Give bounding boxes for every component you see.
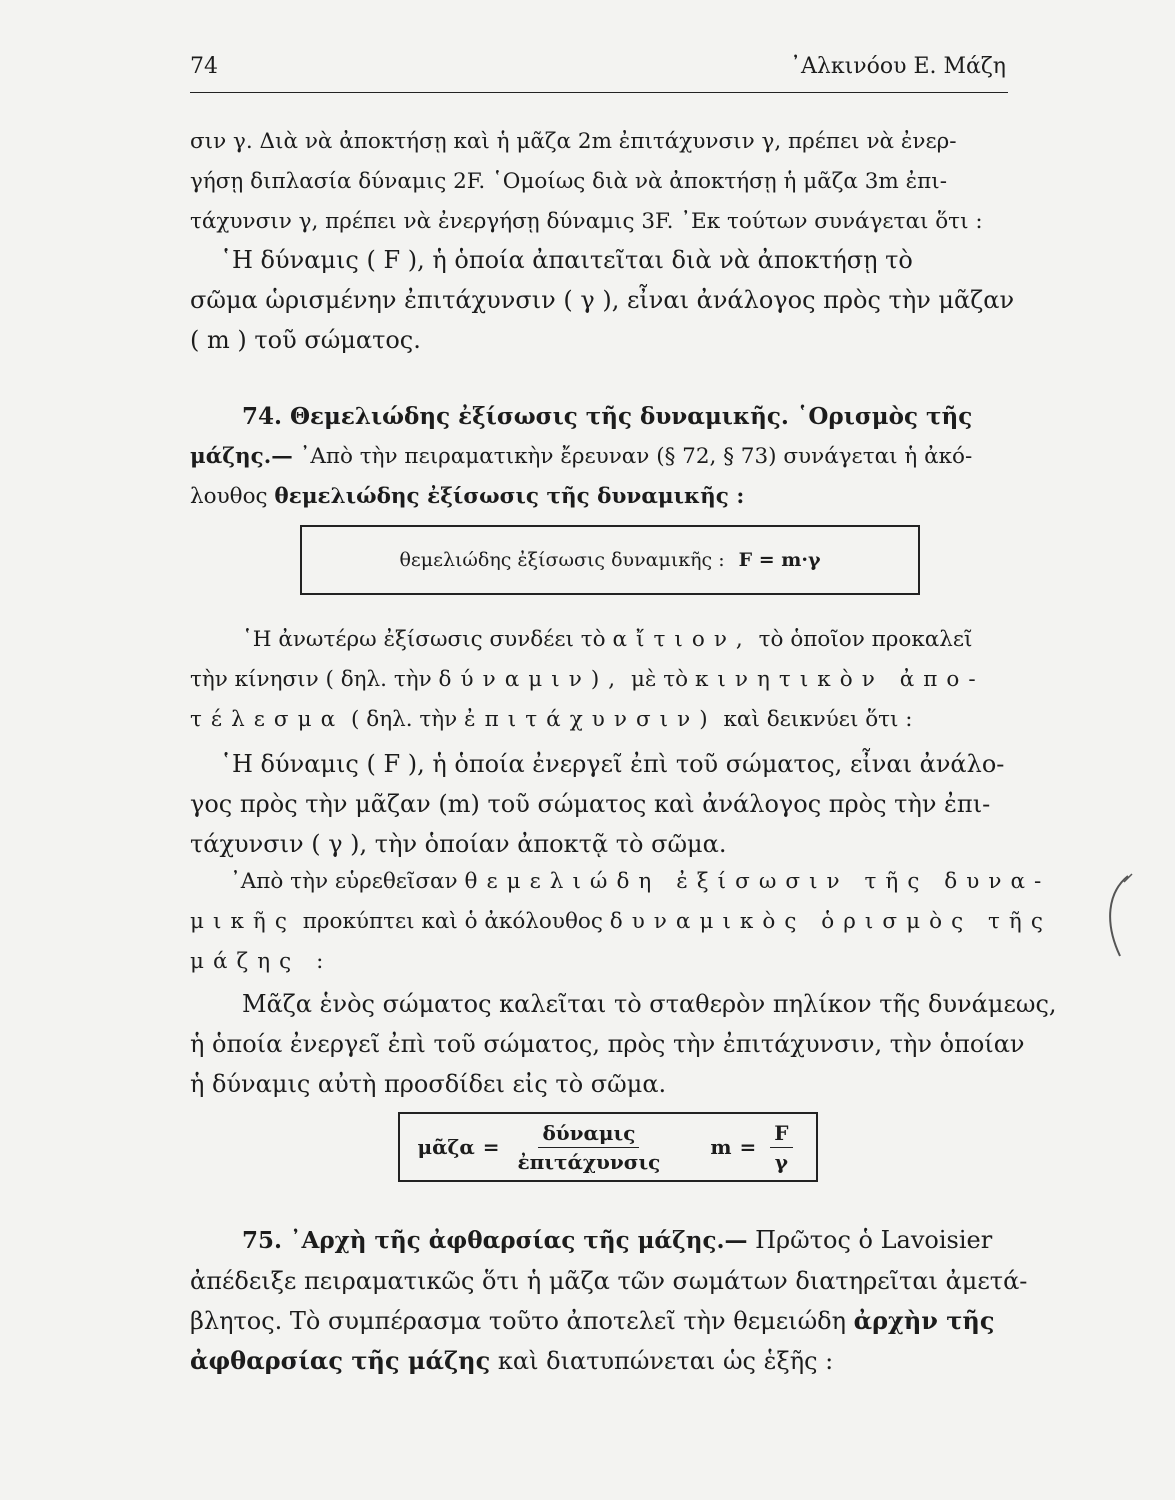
spaced-term: θεμελιώδη ἐξίσωσιν τῆς δυνα- (464, 869, 1051, 894)
text-fragment: τὸ ὁποῖον προκαλεῖ (751, 627, 973, 652)
text-line: ἡ δύναμις αὐτὴ προσδίδει εἰς τὸ σῶμα. (190, 1070, 667, 1098)
text-line: ( m ) τοῦ σώματος. (190, 326, 421, 354)
text-line: γος πρὸς τὴν μᾶζαν (m) τοῦ σώματος καὶ ἀνάλογος πρὸς τὴν ἐπι- (190, 790, 991, 818)
spaced-term: δυναμικὸς ὁρισμὸς τῆς (609, 909, 1052, 934)
text-fragment: ῾Η ἀνωτέρω ἐξίσωσις συνδέει τὸ (242, 627, 613, 652)
text-fragment: ᾿Απὸ τὴν εὑρεθεῖσαν (230, 869, 465, 894)
equals-sign: = (739, 1135, 757, 1159)
paragraph-definition-intro (190, 862, 1052, 982)
spaced-term: μικῆς (190, 909, 296, 934)
text-line: ῾Η δύναμις ( F ), ἡ ὁποία ἀπαιτεῖται διὰ νὰ ἀποκτήσῃ τὸ (220, 246, 913, 274)
text-fragment: ᾿Απὸ τὴν πειραματικὴν ἔρευναν (§ 72, § 73) συνάγεται ἡ ἀκό- (292, 444, 973, 469)
law-statement-2 (190, 744, 1008, 864)
numerator: F (770, 1121, 792, 1148)
text-fragment: καὶ διατυπώνεται ὡς ἑξῆς : (490, 1347, 834, 1375)
text-line: ἡ ὁποία ἐνεργεῖ ἐπὶ τοῦ σώματος, πρὸς τὴν ἐπιτάχυνσιν, τὴν ὁποίαν (190, 1030, 1025, 1058)
text-line: ῾Η δύναμις ( F ), ἡ ὁποία ἐνεργεῖ ἐπὶ τοῦ σώματος, εἶναι ἀνάλο- (220, 750, 1005, 778)
spaced-term: ἐπιτάχυνσιν) (464, 707, 717, 732)
section-title: 75. ᾿Αρχὴ τῆς ἀφθαρσίας τῆς μάζης.— (242, 1227, 748, 1254)
page-header (190, 52, 1008, 93)
margin-pencil-mark (1098, 872, 1138, 962)
section-title: 74. Θεμελιώδης ἐξίσωσις τῆς δυναμικῆς. ῾Ορισμὸς τῆς (242, 403, 973, 430)
text-fragment: ( δηλ. τὴν (344, 707, 465, 732)
paragraph-explanation (190, 620, 1008, 740)
spaced-term: κινητικὸν ἀπο- (694, 667, 985, 692)
text-fragment: Πρῶτος ὁ Lavoisier (747, 1226, 993, 1254)
numerator: δύναμις (538, 1121, 639, 1148)
denominator: γ (774, 1149, 788, 1174)
page-number: 74 (190, 54, 218, 79)
bold-term: ἀφθαρσίας τῆς μάζης (190, 1346, 491, 1375)
mass-definition (190, 984, 1057, 1104)
section-title-end: μάζης.— (190, 444, 293, 469)
text-fragment: τὴν κίνησιν ( δηλ. τὴν (190, 667, 439, 692)
equation-formula: F = m·γ (738, 549, 821, 571)
lhs-symbol: m (710, 1135, 732, 1159)
spaced-term: τέλεσμα (190, 707, 345, 732)
text-line: σιν γ. Διὰ νὰ ἀποκτήσῃ καὶ ἡ μᾶζα 2m ἐπιτάχυνσιν γ, πρέπει νὰ ἐνερ- (190, 129, 957, 154)
equation-box-mass (398, 1112, 818, 1182)
text-line: τάχυνσιν ( γ ), τὴν ὁποίαν ἀποκτᾷ τὸ σῶμα. (190, 830, 727, 858)
text-line: ἀπέδειξε πειραματικῶς ὅτι ἡ μᾶζα τῶν σωμάτων διατηρεῖται ἀμετά- (190, 1267, 1028, 1295)
text-line: Μᾶζα ἑνὸς σώματος καλεῖται τὸ σταθερὸν πηλίκον τῆς δυνάμεως, (242, 990, 1057, 1018)
bold-term: ἀρχὴν τῆς (853, 1306, 995, 1335)
equals-sign: = (482, 1135, 500, 1159)
text-line: τάχυνσιν γ, πρέπει νὰ ἐνεργήσῃ δύναμις 3F. ᾿Εκ τούτων συνάγεται ὅτι : (190, 209, 983, 234)
running-title: ᾿Αλκινόου Ε. Μάζη (790, 54, 1006, 79)
section-74 (190, 397, 1008, 517)
lhs-term: μᾶζα (417, 1135, 475, 1159)
fraction (514, 1121, 665, 1174)
law-statement-1 (190, 240, 1015, 360)
equation-label: θεμελιώδης ἐξίσωσις δυναμικῆς : (399, 549, 725, 571)
section-75 (190, 1220, 1028, 1381)
equation-box-fundamental (300, 525, 920, 595)
text-fragment: προκύπτει καὶ ὁ ἀκόλουθος (295, 909, 610, 934)
fraction (770, 1121, 792, 1174)
spaced-term: αἴτιον, (612, 627, 752, 652)
text-fragment: καὶ δεικνύει ὅτι : (716, 707, 913, 732)
text-fragment: μὲ τὸ (624, 667, 695, 692)
denominator: ἐπιτάχυνσις (517, 1149, 661, 1174)
text-fragment: βλητος. Τὸ συμπέρασμα τοῦτο ἀποτελεῖ τὴν θεμειώδη (190, 1307, 854, 1335)
bold-term: θεμελιώδης ἐξίσωσις τῆς δυναμικῆς : (274, 484, 745, 509)
spaced-term: δύναμιν), (438, 667, 625, 692)
text-fragment: λουθος (190, 484, 275, 509)
text-line: σῶμα ὡρισμένην ἐπιτάχυνσιν ( γ ), εἶναι ἀνάλογος πρὸς τὴν μᾶζαν (190, 286, 1015, 314)
paragraph-intro (190, 122, 1008, 242)
text-line: γήσῃ διπλασία δύναμις 2F. ῾Ομοίως διὰ νὰ ἀποκτήσῃ ἡ μᾶζα 3m ἐπι- (190, 169, 947, 194)
spaced-term: μάζης : (190, 949, 333, 974)
